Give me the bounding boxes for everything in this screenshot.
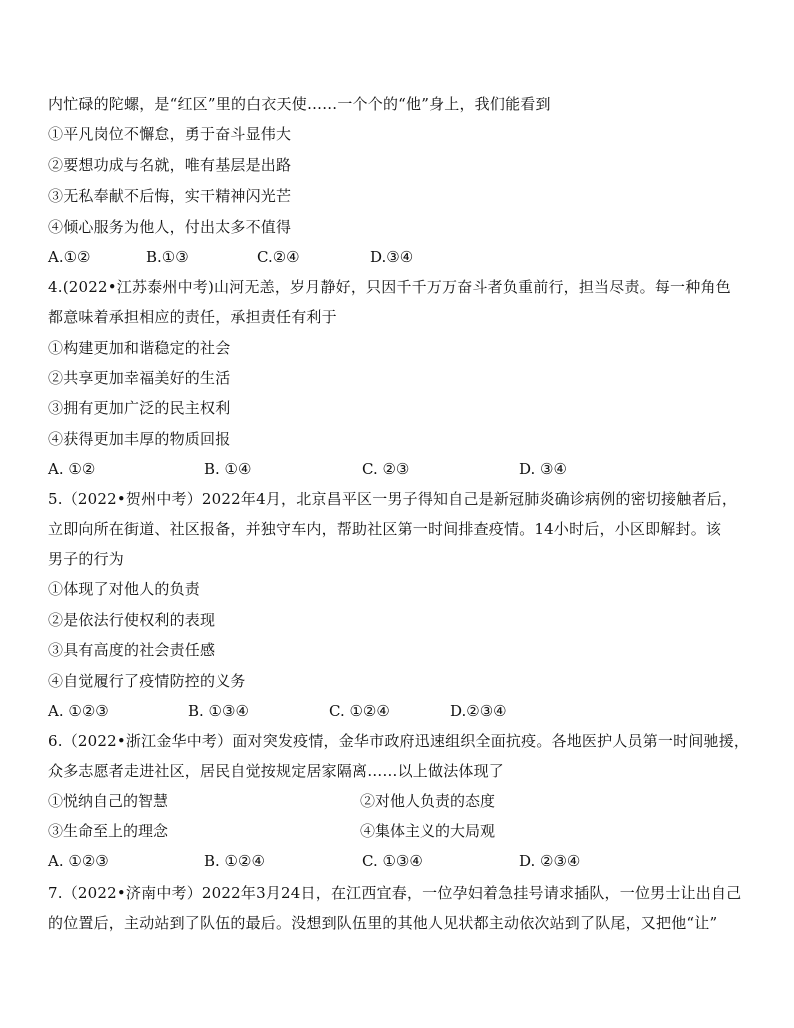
q7-stem-line-1: 7.（2022•济南中考）2022年3月24日，在江西宜春，一位孕妇着急挂号请求插队，一位男士让出自己: [48, 884, 742, 902]
q6-stem-line-1: 6.（2022•浙江金华中考）面对突发疫情，金华市政府迅速组织全面抗疫。各地医护人员第一时间驰援，: [48, 732, 750, 750]
q6-items-row-1: [48, 791, 768, 811]
q6-options: [48, 851, 768, 871]
q3-item-3: ③无私奉献不后悔，实干精神闪光芒: [48, 187, 292, 205]
q4-item-3: ③拥有更加广泛的民主权利: [48, 399, 231, 417]
q6-item-4: ④集体主义的大局观: [360, 822, 496, 840]
q3-item-2: ②要想功成与名就，唯有基层是出路: [48, 156, 292, 174]
q5-option-a: A. ①②③: [48, 702, 109, 720]
q4-option-c: C. ②③: [362, 460, 410, 478]
q6-item-3: ③生命至上的理念: [48, 822, 169, 840]
q4-item-2: ②共享更加幸福美好的生活: [48, 369, 231, 387]
q5-stem-line-2: 立即向所在街道、社区报备，并独守车内，帮助社区第一时间排查疫情。14小时后，小区即解封。该: [48, 520, 722, 538]
q6-option-a: A. ①②③: [48, 852, 109, 870]
q4-stem-line-2: 都意味着承担相应的责任，承担责任有利于: [48, 308, 337, 326]
q4-item-4: ④获得更加丰厚的物质回报: [48, 430, 231, 448]
q5-option-c: C. ①②④: [329, 702, 390, 720]
q4-option-a: A. ①②: [48, 460, 96, 478]
q3-item-4: ④倾心服务为他人，付出太多不值得: [48, 218, 292, 236]
q6-option-c: C. ①③④: [362, 852, 423, 870]
q5-options: [48, 701, 768, 721]
q5-item-2: ②是依法行使权利的表现: [48, 611, 216, 629]
q3-options: [48, 247, 768, 267]
q6-items-row-2: [48, 821, 768, 841]
q4-item-1: ①构建更加和谐稳定的社会: [48, 339, 231, 357]
q5-item-3: ③具有高度的社会责任感: [48, 641, 216, 659]
q3-option-b: B.①③: [146, 248, 189, 266]
q3-option-d: D.③④: [370, 248, 414, 266]
q6-stem-line-2: 众多志愿者走进社区，居民自觉按规定居家隔离……以上做法体现了: [48, 762, 505, 780]
q6-item-1: ①悦纳自己的智慧: [48, 792, 169, 810]
q5-item-1: ①体现了对他人的负责: [48, 580, 201, 598]
q3-option-a: A.①②: [48, 248, 91, 266]
q4-stem-line-1: 4.(2022•江苏泰州中考)山河无恙，岁月静好，只因千千万万奋斗者负重前行，担当尽责。每一种角色: [48, 278, 731, 296]
q5-stem-line-3: 男子的行为: [48, 550, 125, 568]
q6-item-2: ②对他人负责的态度: [360, 792, 496, 810]
q5-item-4: ④自觉履行了疫情防控的义务: [48, 672, 246, 690]
q5-stem-line-1: 5.（2022•贺州中考）2022年4月，北京昌平区一男子得知自己是新冠肺炎确诊病例的密切接触者后，: [48, 490, 738, 508]
q4-options: [48, 459, 768, 479]
q3-option-c: C.②④: [257, 248, 300, 266]
q6-option-b: B. ①②④: [204, 852, 265, 870]
q5-option-b: B. ①③④: [188, 702, 249, 720]
q7-stem-line-2: 的位置后，主动站到了队伍的最后。没想到队伍里的其他人见状都主动依次站到了队尾，又把他“让”: [48, 914, 718, 932]
q3-stem-end: 内忙碌的陀螺，是“红区”里的白衣天使……一个个的“他”身上，我们能看到: [48, 95, 551, 113]
q3-item-1: ①平凡岗位不懈怠，勇于奋斗显伟大: [48, 125, 292, 143]
q6-option-d: D. ②③④: [519, 852, 581, 870]
q4-option-b: B. ①④: [204, 460, 252, 478]
q5-option-d: D.②③④: [450, 702, 507, 720]
q4-option-d: D. ③④: [519, 460, 567, 478]
